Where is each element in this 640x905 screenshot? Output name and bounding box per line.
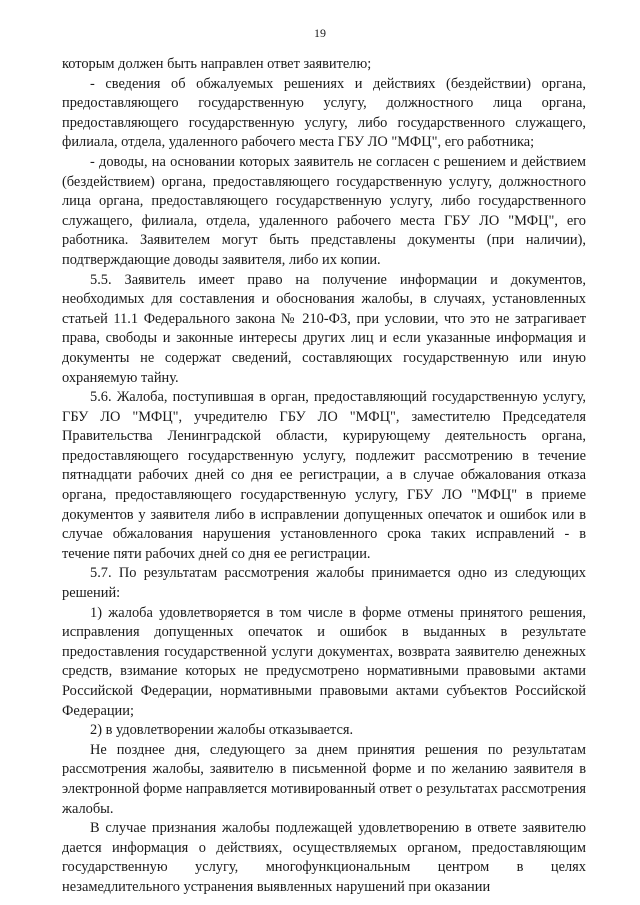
paragraph-response-deadline: Не позднее дня, следующего за днем принятия решения по результатам рассмотрения жалобы, заявителю в письменной форме и по желанию заявителя в электронной форме направляется мотивированный ответ о результатах рассмотрения жалобы. — [62, 741, 586, 817]
paragraph-satisfied-complaint: В случае признания жалобы подлежащей удовлетворению в ответе заявителю дается информация о действиях, осуществляемых органом, предоставляющим государственную услугу, многофункциональным центром в целях незамедлительного устранения выявленных нарушений при оказании — [62, 820, 586, 895]
paragraph-5-6: 5.6. Жалоба, поступившая в орган, предоставляющий государственную услугу, ГБУ ЛО "МФЦ", учредителю ГБУ ЛО "МФЦ", заместителю Председателя Правительства Ленинградской области, курирующему деятельность органа, предоставляющего государственную услугу, подлежит рассмотрению в течение пятнадцати рабочих дней со дня ее регистрации, а в случае обжалования отказа органа, предоставляющего государственную услугу, ГБУ ЛО "МФЦ" в приеме документов у заявителя либо в исправлении допущенных опечаток и ошибок или в случае обжалования нарушения установленного срока таких исправлений - в течение пяти рабочих дней со дня ее регистрации. — [62, 389, 586, 562]
page-number: 19 — [314, 26, 326, 40]
body-text — [62, 55, 586, 898]
paragraph-closing-line: которым должен быть направлен ответ заявителю; — [62, 56, 372, 72]
paragraph-decision-2: 2) в удовлетворении жалобы отказывается. — [90, 722, 354, 739]
paragraph-5-5: 5.5. Заявитель имеет право на получение информации и документов, необходимых для составления и обоснования жалобы, в случаях, установленных статьей 11.1 Федерального закона № 210-ФЗ, при условии, что это не затрагивает права, свободы и законные интересы других лиц и если указанные информация и документы не содержат сведений, составляющих государственную или иную охраняемую тайну. — [62, 271, 586, 386]
paragraph-5-7: 5.7. По результатам рассмотрения жалобы принимается одно из следующих решений: — [62, 565, 586, 602]
paragraph-appealed-decisions-item: - сведения об обжалуемых решениях и действиях (бездействии) органа, предоставляющего государственную услугу, должностного лица органа, предоставляющего государственную услугу, либо государственного служащего, филиала, отдела, удаленного рабочего места ГБУ ЛО "МФЦ", его работника; — [62, 75, 586, 151]
paragraph-decision-1: 1) жалоба удовлетворяется в том числе в форме отмены принятого решения, исправления допущенных опечаток и ошибок в выданных в результате предоставления государственной услуги документах, возврата заявителю денежных средств, взимание которых не предусмотрено нормативными правовыми актами Российской Федерации, нормативными правовыми актами субъектов Российской Федерации; — [62, 604, 586, 719]
paragraph-arguments-item: - доводы, на основании которых заявитель не согласен с решением и действием (бездействием) органа, предоставляющего государственную услугу, должностного лица органа, предоставляющего государственную услугу, либо государственного служащего, филиала, отдела, удаленного рабочего места ГБУ ЛО "МФЦ", его работника. Заявителем могут быть представлены документы (при наличии), подтверждающие доводы заявителя, либо их копии. — [62, 153, 586, 268]
